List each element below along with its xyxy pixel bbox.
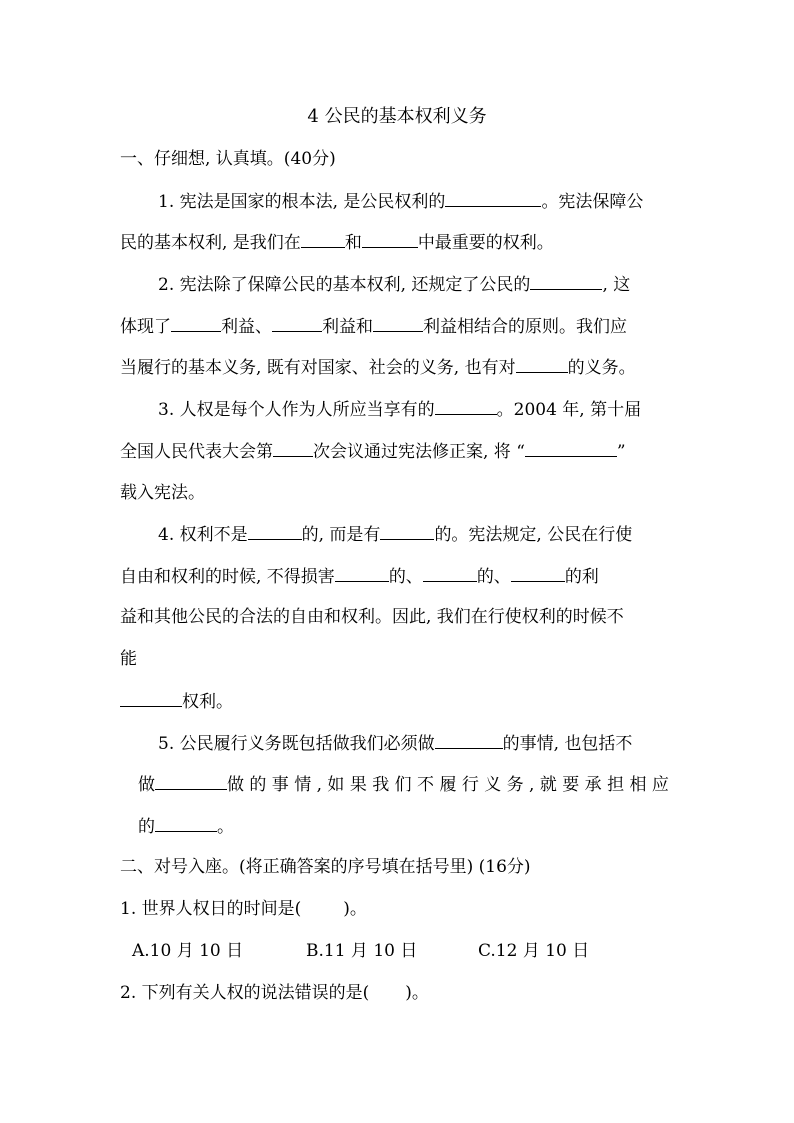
option-a: A.10 月 10 日 [132,941,244,961]
answer-blank[interactable] [335,563,389,582]
answer-blank[interactable] [511,563,565,582]
answer-blank[interactable] [423,563,477,582]
q5-line2: 做 做 的 事 情 , 如 果 我 们 不 履 行 义 务 , 就 要 承 担 相 应 [138,771,669,798]
answer-blank[interactable] [155,771,227,790]
option-c: C.12 月 10 日 [478,941,590,961]
q4-line1: 4. 权利不是 的, 而是有 的。宪法规定, 公民在行使 [158,521,632,548]
q4-line2: 自由和权利的时候, 不得损害 的、 的、 的利 [120,563,599,590]
q4-line3: 益和其他公民的合法的自由和权利。因此, 我们在行使权利的时候不 [120,607,624,627]
answer-blank[interactable] [525,438,617,457]
answer-blank[interactable] [362,229,418,248]
mc-q1: 1. 世界人权日的时间是( )。 [120,899,367,919]
answer-blank[interactable] [273,438,313,457]
section1-heading: 一、仔细想, 认真填。(40分) [120,149,336,169]
q2-line2: 体现了 利益、 利益和 利益相结合的原则。我们应 [120,313,627,340]
section2-heading: 二、对号入座。(将正确答案的序号填在括号里) (16分) [120,857,531,877]
q5-line1: 5. 公民履行义务既包括做我们必须做 的事情, 也包括不 [158,730,632,757]
q3-line1: 3. 人权是每个人作为人所应当享有的 。2004 年, 第十届 [158,396,641,423]
answer-blank[interactable] [380,521,434,540]
q4-line5: 权利。 [120,688,233,715]
q3-line2: 全国人民代表大会第 次会议通过宪法修正案, 将 “ ” [120,438,626,465]
answer-blank[interactable] [120,688,182,707]
answer-blank[interactable] [516,354,568,373]
q3-line3: 载入宪法。 [120,483,205,503]
answer-blank[interactable] [248,521,302,540]
mc-q2: 2. 下列有关人权的说法错误的是( )。 [120,983,429,1003]
answer-blank[interactable] [155,813,217,832]
answer-blank[interactable] [272,313,322,332]
answer-blank[interactable] [435,730,503,749]
q1-line1: 1. 宪法是国家的根本法, 是公民权利的 。宪法保障公 [158,188,643,215]
q5-line3: 的 。 [138,813,234,840]
answer-blank[interactable] [530,271,602,290]
page-title: 4 公民的基本权利义务 [307,106,487,127]
option-b: B.11 月 10 日 [306,941,418,961]
answer-blank[interactable] [445,188,541,207]
q2-line3: 当履行的基本义务, 既有对国家、社会的义务, 也有对 的义务。 [120,354,636,381]
answer-blank[interactable] [435,396,497,415]
answer-blank[interactable] [301,229,345,248]
q2-line1: 2. 宪法除了保障公民的基本权利, 还规定了公民的 , 这 [158,271,630,298]
q4-line4: 能 [120,649,137,669]
answer-blank[interactable] [373,313,423,332]
q1-line2: 民的基本权利, 是我们在 和 中最重要的权利。 [120,229,554,256]
answer-blank[interactable] [171,313,221,332]
